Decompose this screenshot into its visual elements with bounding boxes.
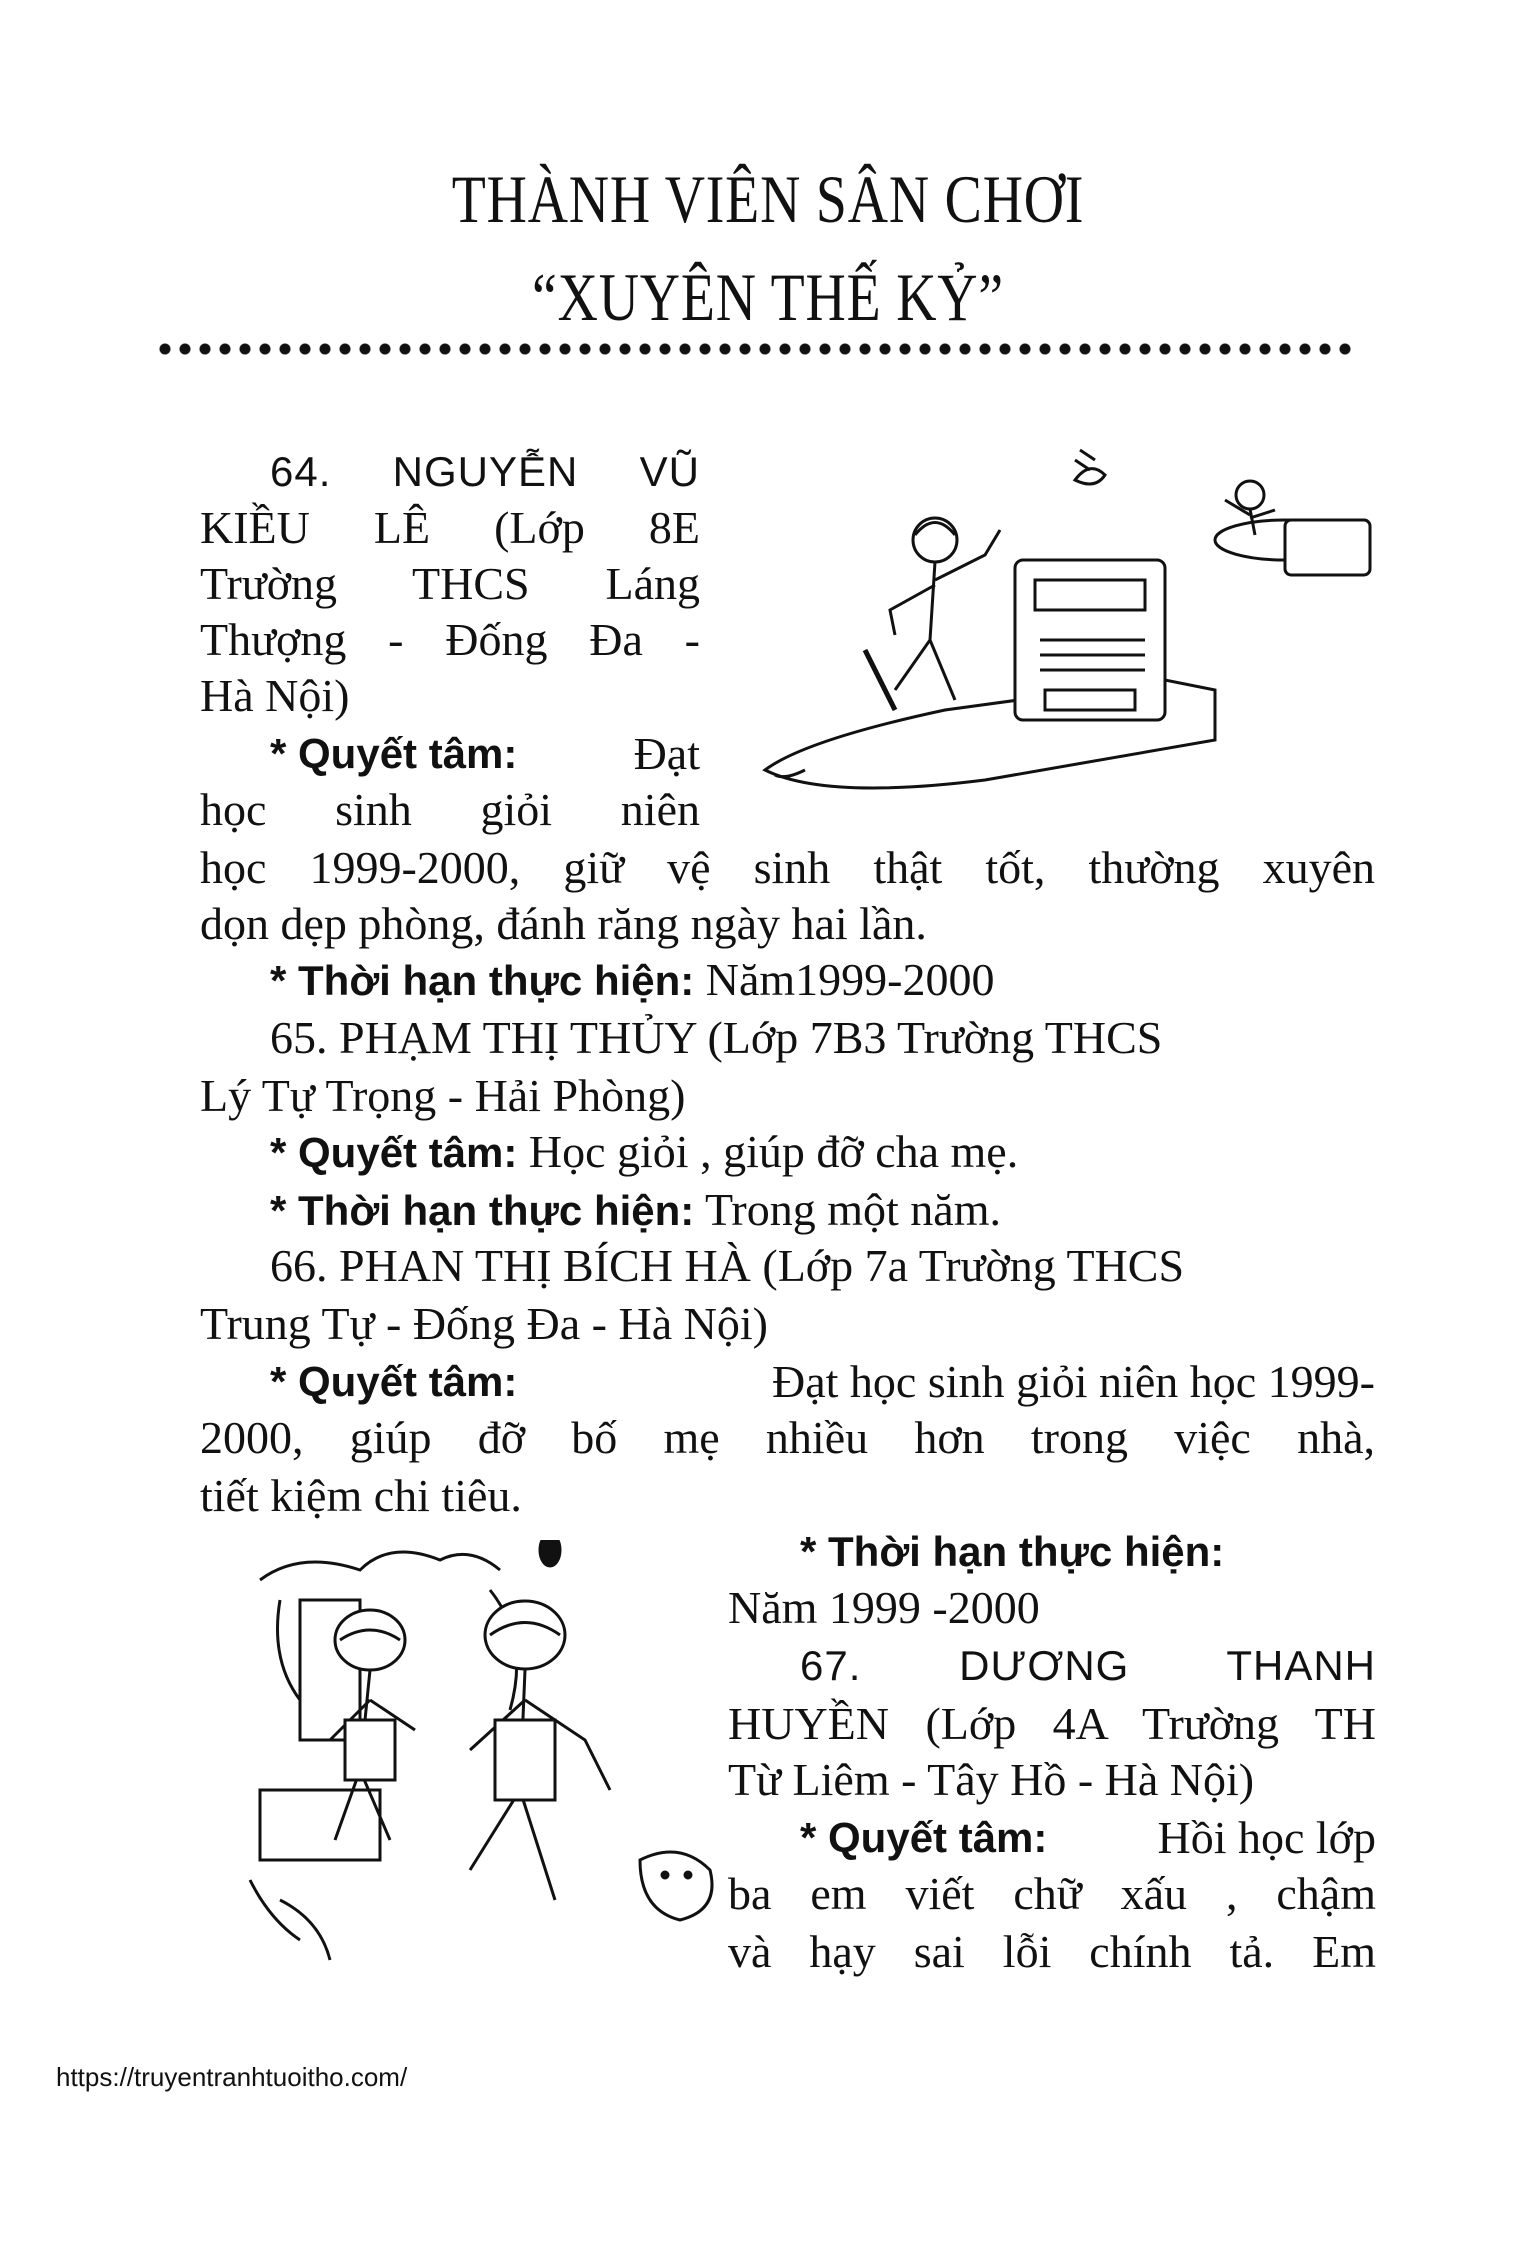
entry-66-goal	[270, 1354, 1375, 1410]
entry-64-goal-text3: học 1999-2000, giữ vệ sinh thật tốt, thường xuyên	[200, 842, 1375, 893]
entry-66-line1: 66. PHAN THỊ BÍCH HÀ (Lớp 7a Trường THCS	[270, 1240, 1185, 1291]
page-title-line1: THÀNH VIÊN SÂN CHƠI	[451, 161, 1085, 237]
entry-66-time-label: * Thời hạn thực hiện:	[800, 1528, 1225, 1575]
entry-67-line3: Từ Liêm - Tây Hồ - Hà Nội)	[728, 1754, 1255, 1805]
entry-66-time-value: Năm 1999 -2000	[728, 1582, 1040, 1633]
entry-66-goal-text3: tiết kiệm chi tiêu.	[200, 1470, 522, 1521]
entry-64-goal-text1: Đạt	[633, 728, 700, 779]
entry-65-time	[270, 1182, 1445, 1239]
entry-65-time-label: * Thời hạn thực hiện:	[270, 1187, 695, 1234]
entry-66-goal-label: * Quyết tâm:	[270, 1358, 518, 1405]
entry-67-name-line1: 67. DƯƠNG THANH	[800, 1642, 1376, 1689]
entry-64-time	[270, 952, 1445, 1009]
entry-64-goal-text2: học sinh giỏi niên	[200, 784, 700, 835]
entry-65-line2: Lý Tự Trọng - Hải Phòng)	[200, 1070, 686, 1121]
entry-67-goal-label: * Quyết tâm:	[800, 1814, 1048, 1861]
entry-67-goal-text3: và hạy sai lỗi chính tả. Em	[728, 1926, 1376, 1977]
entry-66-goal-text1: Đạt học sinh giỏi niên học 1999-	[771, 1356, 1375, 1407]
entry-65-goal-label: * Quyết tâm:	[270, 1129, 518, 1176]
entry-65-goal	[270, 1124, 1445, 1181]
rocket-rider-illustration	[745, 440, 1385, 810]
entry-64-time-label: * Thời hạn thực hiện:	[270, 957, 695, 1004]
kids-walking-illustration	[240, 1540, 750, 1970]
entry-67-goal	[800, 1810, 1376, 1866]
entry-65-time-value: Trong một năm.	[704, 1184, 1001, 1235]
entry-64-line5: Hà Nội)	[200, 670, 350, 721]
entry-64-line2: KIỀU LÊ (Lớp 8E	[200, 502, 700, 553]
entry-64-goal-text4: dọn dẹp phòng, đánh răng ngày hai lần.	[200, 898, 927, 949]
entry-65-line1: 65. PHẠM THỊ THỦY (Lớp 7B3 Trường THCS	[270, 1012, 1163, 1063]
entry-67-goal-text2: ba em viết chữ xấu , chậm	[728, 1868, 1376, 1919]
entry-64-name-line1: 64. NGUYỄN VŨ	[270, 448, 700, 495]
entry-66-goal-text2: 2000, giúp đỡ bố mẹ nhiều hơn trong việc nhà,	[200, 1412, 1375, 1463]
dotted-divider	[155, 338, 1355, 362]
entry-66-line2: Trung Tự - Đống Đa - Hà Nội)	[200, 1298, 768, 1349]
entry-64-time-value: Năm1999-2000	[705, 954, 995, 1005]
entry-66-time	[800, 1524, 1376, 1580]
entry-67-line2: HUYỀN (Lớp 4A Trường TH	[728, 1698, 1376, 1749]
source-url: https://truyentranhtuoitho.com/	[56, 2062, 408, 2092]
entry-65-goal-value: Học giỏi , giúp đỡ cha mẹ.	[528, 1126, 1019, 1177]
page-title-line2: “XUYÊN THẾ KỶ”	[532, 259, 1004, 335]
entry-64-goal	[270, 726, 700, 782]
entry-67-goal-text1: Hồi học lớp	[1157, 1812, 1376, 1863]
entry-64-goal-label: * Quyết tâm:	[270, 730, 518, 777]
entry-64-line3: Trường THCS Láng	[200, 558, 700, 609]
entry-64-line4: Thượng - Đống Đa -	[200, 614, 700, 665]
